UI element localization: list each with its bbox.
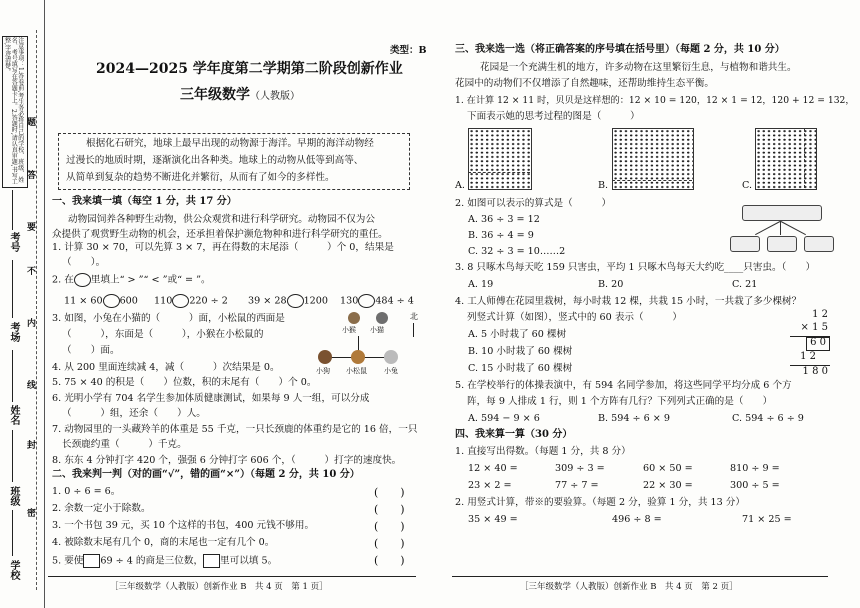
seal-char-7: 答: [25, 170, 35, 179]
judge-5-part-a: 5. 要使: [52, 555, 84, 567]
oral-5: 23 × 2 =: [468, 480, 512, 491]
label-exam-room: 考场: [8, 322, 19, 342]
cmp-left: 110: [154, 295, 173, 307]
seal-char-4: 内: [25, 318, 35, 327]
written-2: 496 ÷ 8 =: [612, 514, 662, 525]
intro-line-3: 从简单到复杂的趋势不断进化并繁衍，从而有了如今的多样性。: [66, 172, 335, 183]
rabbit-label: 小兔: [384, 367, 398, 375]
q3-3: 3. 8 只啄木鸟每天吃 159 只害虫，平均 1 只啄木鸟每天大约吃____只害虫。（ ）: [455, 262, 816, 273]
judge-answer-4[interactable]: ( ): [374, 537, 405, 550]
cmp-left: 11 × 60: [64, 295, 103, 307]
q1-8: 8. 东东 4 分钟打字 420 个，强强 6 分钟打字 606 个，（ ）打字的速度快。: [52, 455, 402, 466]
compare-circle-input[interactable]: [172, 294, 189, 308]
q1-2-item-4: [340, 294, 414, 308]
written-3: 71 × 25 =: [742, 514, 792, 525]
q3-3-opt-b: B. 20: [598, 279, 624, 290]
q1-3-line-3: （ ）面。: [62, 345, 120, 356]
cat-icon: [376, 312, 388, 324]
digit-box[interactable]: [203, 554, 220, 568]
dog-label: 小狗: [316, 367, 330, 375]
q3-5-line-2: 阵，每 9 人排成 1 行，则 1 个方阵有几行？下列列式正确的是（ ）: [467, 396, 773, 407]
q3-4-line-2: 列竖式计算（如图），竖式中的 60 表示（ ）: [467, 312, 682, 323]
subject-title: 三年级数学: [180, 87, 250, 103]
oral-2: 309 ÷ 3 =: [555, 463, 605, 474]
sec3-context-2: 花园中的动物们不仅增添了自然趣味，还帮助维持生态平衡。: [455, 78, 715, 89]
squirrel-icon: [351, 350, 365, 364]
vc-row-2: × 1 5: [800, 322, 828, 333]
vc-row-4: 1 2: [800, 351, 816, 362]
cmp-left: 39 × 28: [248, 295, 287, 307]
left-footer-rule: [48, 576, 416, 577]
branch-line-right: [781, 221, 806, 235]
label-name: 姓名: [8, 405, 19, 425]
judge-5-part-b: 69 ÷ 4 的商是三位数，: [100, 555, 204, 567]
q3-1-line-1: 1. 在计算 12 × 11 时，贝贝是这样想的：12 × 10 = 120，12 × 1 = 12，120 + 12 = 132，: [455, 95, 855, 106]
q3-2: 2. 如图可以表示的算式是（ ）: [455, 198, 612, 209]
q1-7-line-1: 7. 动物园里的一头藏羚羊的体重是 55 千克，一只长颈鹿的体重约是它的 16 倍，一只: [52, 424, 418, 435]
footer-left: ［三年级数学（人教版）创新作业 B 共 4 页 第 1 页］: [110, 582, 328, 592]
intro-line-2: 过漫长的地质时期，逐渐演化出各种类。地球上的动物从低等到高等、: [66, 155, 364, 166]
q1-2-item-2: [154, 294, 228, 308]
dot-array-b-split: [612, 180, 692, 182]
position-figure: [312, 312, 422, 382]
q1-6-line-2: （ ）组，还余（ ）人。: [62, 408, 206, 419]
q1-2-stem-start: 2. 在: [52, 274, 74, 286]
dot-array-a: [468, 128, 532, 190]
q1-4: 4. 从 200 里面连续减 4，减（ ）次结果是 0。: [52, 362, 280, 373]
cmp-left: 130: [340, 295, 359, 307]
oral-8: 300 ÷ 5 =: [730, 480, 780, 491]
judge-answer-5[interactable]: ( ): [374, 554, 405, 567]
vc-row-1: 1 2: [812, 309, 828, 320]
sec1-context-2: 众提供了观赏野生动物的机会，还承担着保护濒危物种和进行科学研究的重任。: [52, 229, 388, 240]
vc-row-3: 6 0: [810, 337, 826, 348]
monkey-label: 小猴: [342, 326, 356, 334]
option-b-label: B.: [598, 180, 609, 191]
judge-answer-1[interactable]: ( ): [374, 486, 405, 499]
q1-1-line-2: （ ）。: [62, 257, 106, 268]
option-c-label: C.: [742, 180, 753, 191]
intro-line-1: 根据化石研究，地球上最早出现的动物源于海洋。早期的海洋动物经: [86, 138, 374, 149]
judge-answer-2[interactable]: ( ): [374, 503, 405, 516]
branch-line-left: [755, 221, 780, 235]
type-label: 类型：B: [390, 45, 427, 56]
sec1-context-1: 动物园饲养各种野生动物，供公众观赏和进行科学研究。动物园不仅为公: [68, 214, 375, 225]
oral-1: 12 × 40 =: [468, 463, 518, 474]
line-exam-no: [12, 190, 14, 230]
q3-5-opt-b: B. 594 ÷ 6 × 9: [598, 413, 670, 424]
oral-7: 22 × 30 =: [643, 480, 693, 491]
page-title: 2024—2025 学年度第二学期第二阶段创新作业: [96, 61, 403, 77]
q3-1-line-2: 下面表示她的思考过程的图是（ ）: [467, 111, 640, 122]
sec3-context-1: 花园是一个充满生机的地方，许多动物在这里繁衍生息，与植物和谐共生。: [480, 62, 797, 73]
written-1: 35 × 49 =: [468, 514, 518, 525]
q1-2-item-3: [248, 294, 328, 308]
cmp-right: 484 ÷ 4: [375, 295, 414, 307]
notice-box: [2, 36, 28, 188]
dot-array-c: [755, 128, 817, 190]
footer-right: ［三年级数学（人教版）创新作业 B 共 4 页 第 2 页］: [520, 582, 738, 592]
q3-5-opt-c: C. 594 ÷ 6 ÷ 9: [732, 413, 804, 424]
dog-icon: [318, 350, 332, 364]
subject-edition: （人教版）: [250, 91, 300, 102]
digit-box[interactable]: [83, 554, 100, 568]
rod-group-icon: [730, 236, 760, 252]
line-name: [12, 350, 14, 402]
sec4-sub-1: 1. 直接写出得数。（每题 1 分，共 8 分）: [455, 446, 631, 457]
q3-5-line-1: 5. 在学校举行的体操表演中，有 594 名同学参加，将这些同学平均分成 6 个方: [455, 380, 792, 391]
q1-2-stem-end: 里填上“ > ”“ < ”或“ = ”。: [90, 274, 211, 286]
q1-3-line-2: （ ），东面是（ ），小猴在小松鼠的: [62, 329, 264, 340]
cat-label: 小猫: [370, 326, 384, 334]
cmp-right: 1200: [303, 295, 328, 307]
judge-item-2: 2. 余数一定小于除数。: [52, 503, 151, 514]
q1-2-stem: [52, 273, 211, 287]
judge-item-1: 1. 0 ÷ 6 = 6。: [52, 486, 121, 497]
q3-3-opt-a: A. 19: [468, 279, 494, 290]
seal-char-3: 线: [25, 380, 35, 389]
compare-circle-input[interactable]: [287, 294, 304, 308]
judge-item-3: 3. 一个书包 39 元，买 10 个这样的书包，400 元钱不够用。: [52, 520, 315, 531]
judge-item-5: [52, 554, 277, 568]
line-school: [12, 510, 14, 556]
q1-1-line-1: 1. 计算 30 × 70，可以先算 3 × 7，再在得数的末尾添（ ）个 0，结果是: [52, 242, 394, 253]
seal-char-8: 题: [25, 117, 35, 126]
oral-4: 810 ÷ 9 =: [730, 463, 780, 474]
q3-2-opt-b: B. 36 ÷ 4 = 9: [468, 230, 534, 241]
q3-4-opt-c: C. 15 小时栽了 60 棵树: [468, 363, 573, 374]
north-arrow-icon: [413, 323, 414, 337]
dot-array-c-split: [804, 128, 806, 188]
right-footer-rule: [452, 576, 828, 577]
q3-5-opt-a: A. 594 − 9 × 6: [468, 413, 540, 424]
q3-3-opt-c: C. 21: [732, 279, 758, 290]
rod-group-icon: [804, 236, 834, 252]
seal-char-1: 密: [25, 508, 35, 517]
compare-circle-sample: [74, 273, 91, 287]
q1-2-item-1: [64, 294, 138, 308]
cmp-right: 220 ÷ 2: [189, 295, 228, 307]
q3-4-opt-b: B. 10 小时栽了 60 棵树: [468, 346, 573, 357]
cmp-right: 600: [119, 295, 138, 307]
seal-char-2: 封: [25, 440, 35, 449]
monkey-icon: [348, 312, 360, 324]
line-class: [12, 430, 14, 482]
compare-circle-input[interactable]: [358, 294, 375, 308]
line-exam-room: [12, 260, 14, 318]
q3-4-opt-a: A. 5 小时栽了 60 棵树: [468, 329, 567, 340]
squirrel-label: 小松鼠: [346, 367, 367, 375]
compare-circle-input[interactable]: [103, 294, 120, 308]
option-a-label: A.: [455, 180, 465, 191]
sec4-heading: 四、我来算一算（30 分）: [455, 429, 573, 440]
rabbit-icon: [384, 350, 398, 364]
sec3-heading: 三、我来选一选（将正确答案的序号填在括号里）（每题 2 分，共 10 分）: [455, 44, 785, 55]
seal-char-5: 不: [25, 266, 35, 275]
branch-line-mid: [780, 221, 781, 235]
judge-5-part-c: 里可以填 5。: [220, 555, 278, 567]
q1-5: 5. 75 × 40 的积是（ ）位数，积的末尾有（ ）个 0。: [52, 377, 317, 388]
dot-array-a-split: [468, 172, 530, 174]
q3-4-line-1: 4. 工人师傅在花园里栽树，每小时栽 12 棵，共栽 15 小时，一共栽了多少棵树？: [455, 296, 802, 307]
q1-6-line-1: 6. 光明小学有 704 名学生参加体质健康测试，如果每 9 人一组，可以分成: [52, 393, 370, 404]
label-class: 班级: [8, 486, 19, 506]
oral-3: 60 × 50 =: [643, 463, 693, 474]
oral-6: 77 ÷ 7 =: [555, 480, 599, 491]
vc-row-5: 1 8 0: [802, 366, 828, 377]
subject-line: [180, 84, 300, 104]
notice-text: 注意事项：1.答卷前,考生务必将自己的学校、班级、姓名、考号填写在答题卡上。2.答题时,请认真审题,书写工整,字迹清楚。: [3, 37, 24, 185]
rod-bundle-icon: [742, 205, 822, 221]
sec1-heading: 一、我来填一填（每空 1 分，共 17 分）: [52, 196, 237, 207]
label-exam-no: 考号: [8, 232, 19, 252]
q3-2-opt-a: A. 36 ÷ 3 = 12: [468, 214, 540, 225]
q3-2-opt-c: C. 32 ÷ 3 = 10……2: [468, 246, 566, 257]
vertical-calc: [790, 309, 830, 381]
label-school: 学校: [8, 560, 19, 580]
seal-char-6: 要: [25, 222, 35, 231]
q1-7-line-2: 长颈鹿约重（ ）千克。: [62, 439, 187, 450]
sec4-sub-2: 2. 用竖式计算，带※的要验算。（每题 2 分，验算 1 分，共 13 分）: [455, 497, 745, 508]
sec2-heading: 二、我来判一判（对的画“√”，错的画“×”）（每题 2 分，共 10 分）: [52, 469, 360, 480]
rod-group-icon: [767, 236, 797, 252]
binding-strip-inner-line: [36, 30, 38, 590]
judge-answer-3[interactable]: ( ): [374, 520, 405, 533]
judge-item-4: 4. 被除数末尾有几个 0，商的末尾也一定有几个 0。: [52, 537, 275, 548]
q1-3-line-1: 3. 如图，小兔在小猫的（ ）面，小松鼠的西面是: [52, 313, 285, 324]
north-label: 北: [410, 312, 418, 321]
